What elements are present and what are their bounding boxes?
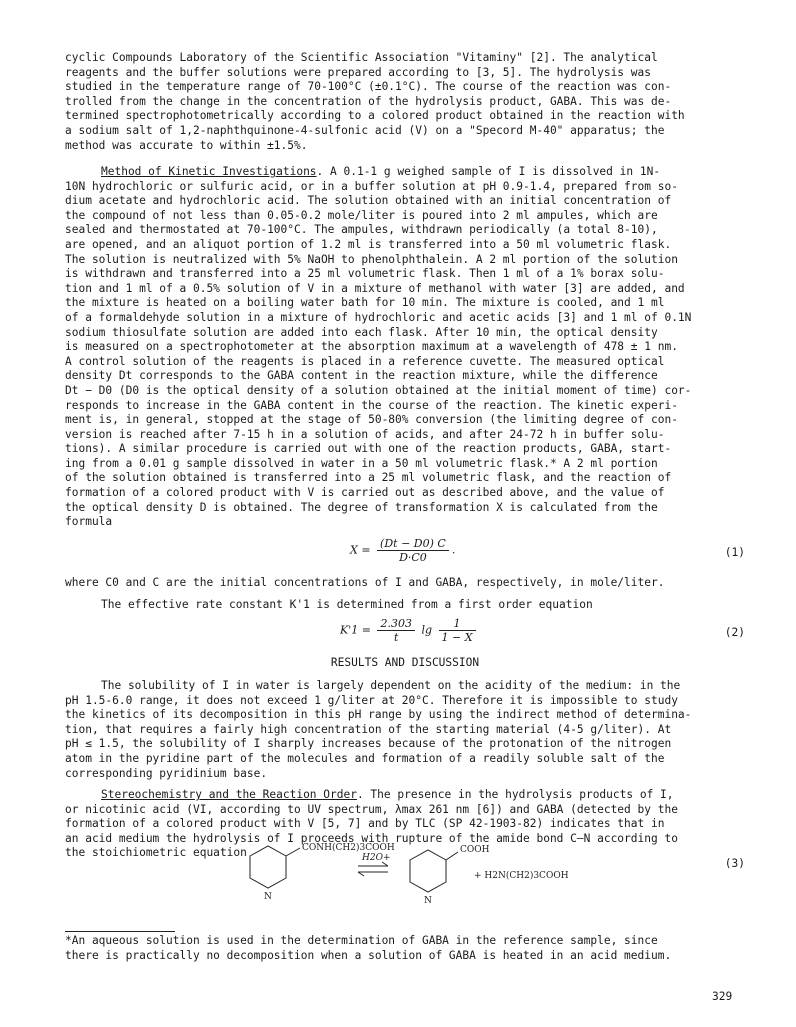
fraction-numerator: 1 bbox=[439, 617, 476, 631]
text-line: the mixture is heated on a boiling water bath for 10 min. The mixture is cooled, and 1 ml bbox=[65, 296, 665, 310]
fraction-denominator: 1 − X bbox=[441, 631, 473, 644]
equation-fraction bbox=[377, 537, 449, 564]
results-heading: RESULTS AND DISCUSSION bbox=[330, 656, 480, 669]
fraction-numerator: (Dt − D0) C bbox=[377, 537, 449, 551]
fraction-numerator: 2.303 bbox=[377, 617, 415, 631]
text-line: trolled from the change in the concentration of the hydrolysis product, GABA. This was de- bbox=[65, 94, 672, 108]
log-operator: lg bbox=[421, 623, 433, 637]
text-line bbox=[65, 788, 745, 803]
text-line: where C0 and C are the initial concentrations of I and GABA, respectively, in mole/liter. bbox=[65, 576, 665, 589]
equation-number: (3) bbox=[724, 857, 745, 870]
results-paragraph bbox=[65, 679, 745, 781]
text-line: is measured on a spectrophotometer at the absorption maximum at a wavelength of 478 ± 1 nm. bbox=[65, 340, 678, 354]
text-line: termined spectrophotometrically according to a colored product obtained in the reaction with bbox=[65, 109, 685, 123]
equation-number: (1) bbox=[724, 546, 745, 559]
amide-group-label: CONH(CH2)3COOH bbox=[302, 843, 395, 853]
text-line: *An aqueous solution is used in the determination of GABA in the reference sample, since bbox=[65, 934, 658, 947]
text-line: sodium thiosulfate solution are added into each flask. After 10 min, the optical density bbox=[65, 325, 658, 339]
ring-nitrogen-label: N bbox=[264, 892, 272, 902]
fraction-denominator: t bbox=[394, 631, 399, 644]
text-line bbox=[65, 165, 745, 180]
text-line: pH ≤ 1.5, the solubility of I sharply increases because of the protonation of the nitrogen bbox=[65, 737, 672, 751]
gaba-coproduct-label: + H2N(CH2)3COOH bbox=[474, 871, 569, 881]
method-heading: Method of Kinetic Investigations bbox=[101, 165, 317, 178]
equation-2 bbox=[65, 617, 745, 651]
equation-tail: . bbox=[451, 543, 456, 557]
text-line: the stoichiometric equation bbox=[65, 846, 247, 860]
footnote-rule bbox=[65, 931, 175, 932]
footnote bbox=[65, 934, 745, 963]
text-line: is withdrawn and transferred into a 25 ml volumetric flask. Then 1 ml of a 1% borax solu- bbox=[65, 267, 665, 281]
text-line: method was accurate to within ±1.5%. bbox=[65, 138, 308, 152]
equation-3-number-row bbox=[65, 857, 745, 891]
arrow-label: H2O+ bbox=[362, 853, 391, 863]
text-line: pH 1.5-6.0 range, it does not exceed 1 g/liter at 20°C. Therefore it is impossible to study bbox=[65, 693, 678, 707]
text-line: formation of a colored product with V is carried out as described above, and the value of bbox=[65, 486, 665, 500]
text-line: corresponding pyridinium base. bbox=[65, 766, 268, 780]
fraction-denominator: D·C0 bbox=[399, 551, 427, 564]
text-line: The solution is neutralized with 5% NaOH to phenolphthalein. A 2 ml portion of the solution bbox=[65, 252, 678, 266]
text-line: sealed and thermostated at 70-100°C. The ampules, withdrawn periodically (a total 8-10), bbox=[65, 223, 658, 237]
equation-lhs: X = bbox=[350, 543, 371, 557]
rate-constant-text bbox=[65, 598, 745, 613]
text-span: . A 0.1-1 g weighed sample of I is dissolved in 1N- bbox=[316, 165, 661, 178]
equation-1-formula bbox=[350, 537, 455, 564]
text-line: formation of a colored product with V [5, 7] and by TLC (SP 42-1903-82) indicates that in bbox=[65, 817, 665, 831]
page-number: 329 bbox=[712, 990, 733, 1003]
equation-fraction bbox=[439, 617, 476, 644]
text-line: ment is, in general, stopped at the stage of 50-80% conversion (the limiting degree of con- bbox=[65, 413, 678, 427]
text-line: cyclic Compounds Laboratory of the Scientific Association "Vitaminy" [2]. The analytical bbox=[65, 51, 658, 64]
text-line: of a formaldehyde solution in a mixture of hydrochloric and acetic acids [3] and 1 ml of 0.1N bbox=[65, 310, 692, 324]
text-line: studied in the temperature range of 70-100°C (±0.1°C). The course of the reaction was con- bbox=[65, 80, 672, 94]
text-line: Dt − D0 (D0 is the optical density of a solution obtained at the initial moment of time) cor- bbox=[65, 383, 692, 397]
ring-nitrogen-label: N bbox=[424, 896, 432, 906]
bond-line bbox=[286, 848, 300, 856]
text-line: dium acetate and hydrochloric acid. The solution obtained with an initial concentration of bbox=[65, 194, 672, 208]
equation-number: (2) bbox=[724, 626, 745, 639]
text-line: of the solution obtained is transferred into a 25 ml volumetric flask, and the reaction of bbox=[65, 471, 672, 485]
equation-lhs: K'1 = bbox=[340, 623, 371, 637]
text-line: 10N hydrochloric or sulfuric acid, or in a buffer solution at pH 0.9-1.4, prepared from so- bbox=[65, 179, 678, 193]
text-line: A control solution of the reagents is placed in a reference cuvette. The measured optical bbox=[65, 354, 665, 368]
text-line: the optical density D is obtained. The degree of transformation X is calculated from the bbox=[65, 500, 658, 514]
text-line: a sodium salt of 1,2-naphthquinone-4-sulfonic acid (V) on a "Specord M-40" apparatus; the bbox=[65, 123, 665, 137]
text-line: tion and 1 ml of a 0.5% solution of V in a mixture of methanol with water [3] are added, and bbox=[65, 281, 685, 295]
text-line: responds to increase in the GABA content in the course of the reaction. The kinetic experi- bbox=[65, 398, 678, 412]
text-line: or nicotinic acid (VI, according to UV spectrum, λmax 261 nm [6]) and GABA (detected by the bbox=[65, 802, 678, 816]
text-line: the compound of not less than 0.05-0.2 mole/liter is poured into 2 ml ampules, which are bbox=[65, 208, 658, 222]
text-line: there is practically no decomposition when a solution of GABA is heated in an acid medium. bbox=[65, 948, 672, 962]
text-span: . The presence in the hydrolysis products of I, bbox=[356, 788, 674, 801]
text-line: version is reached after 7-15 h in a solution of acids, and after 24-72 h in buffer solu- bbox=[65, 427, 665, 441]
carboxyl-group-label: COOH bbox=[460, 845, 490, 855]
text-line: tions). A similar procedure is carried out with one of the reaction products, GABA, start- bbox=[65, 442, 672, 456]
text-line: an acid medium the hydrolysis of I proceeds with rupture of the amide bond C—N according to bbox=[65, 831, 678, 845]
text-line: formula bbox=[65, 515, 113, 529]
text-line: atom in the pyridine part of the molecules and formation of a readily soluble salt of the bbox=[65, 751, 665, 765]
text-line: the kinetics of its decomposition in this pH range by using the indirect method of determina- bbox=[65, 708, 692, 722]
equation-1 bbox=[65, 537, 745, 571]
equation-fraction bbox=[377, 617, 415, 644]
intro-paragraph bbox=[65, 51, 745, 153]
text-line: tion, that requires a fairly high concentration of the starting material (4-5 g/liter). At bbox=[65, 722, 672, 736]
text-line: density Dt corresponds to the GABA content in the reaction mixture, while the difference bbox=[65, 369, 658, 383]
text-line: The solubility of I in water is largely dependent on the acidity of the medium: in the bbox=[101, 679, 681, 692]
stereochemistry-heading: Stereochemistry and the Reaction Order bbox=[101, 788, 357, 801]
method-paragraph bbox=[65, 165, 745, 530]
text-line: are opened, and an aliquot portion of 1.2 ml is transferred into a 50 ml volumetric flask. bbox=[65, 237, 672, 251]
text-line: The effective rate constant K'1 is determined from a first order equation bbox=[101, 598, 593, 611]
after-equation-text bbox=[65, 576, 745, 591]
text-line: reagents and the buffer solutions were prepared according to [3, 5]. The hydrolysis was bbox=[65, 65, 651, 79]
text-line: ing from a 0.01 g sample dissolved in water in a 50 ml volumetric flask.* A 2 ml portion bbox=[65, 456, 658, 470]
equation-2-formula bbox=[340, 617, 479, 644]
